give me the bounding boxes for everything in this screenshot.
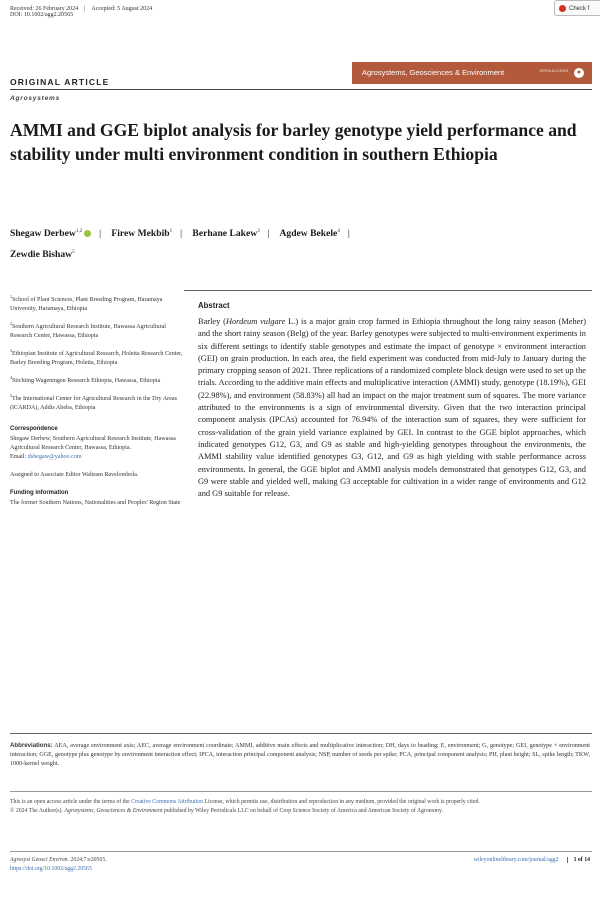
- journal-name: Agrosystems, Geosciences & Environment: [362, 68, 505, 77]
- author-4[interactable]: Agdew Bekele$^4$: [279, 228, 340, 240]
- affiliation-3: $^3$Ethiopian Institute of Agricultural Research, Holetta Research Center, Barley Breeding Program, Holetta, Ethiopia: [10, 348, 183, 367]
- footer-divider: [10, 851, 592, 852]
- abbreviations: Abbreviations: AEA, average environment axis; AEC, average environment coordinate; AMMI, additive main effects and multiplicative interaction; DH, days to heading; E, environment; G, genotype; GEI, genotype × environment interaction; GGE, genotype plus genotype by environment interaction effect; IPCA, interaction principal component analysis; NSP, number of seeds per spike; PCA, principal component analysis; PH, plant height; SL, spike length; TKW, 1000-kernel weight.: [10, 742, 590, 767]
- abbreviations-divider: [10, 733, 592, 734]
- article-dates: Received: 26 February 2024 | Accepted: 5 August 2024 DOI: 10.1002/agg2.20565: [10, 6, 158, 18]
- license-notice: This is an open access article under the terms of the Creative Commons Attribution License, which permits use, distribution and reproduction in any medium, provided the original work is properly cited. © 2024 The Author(s). Agrosystems, Geosciences & Environment published by Wiley Periodicals LLC on behalf of Crop Science Society of America and American Society of Agronomy.: [10, 799, 480, 814]
- open-access-label: OPEN ACCESS: [539, 68, 568, 73]
- footer-right: [474, 856, 590, 865]
- affiliations-column: [10, 292, 188, 513]
- article-type: ORIGINAL ARTICLE: [10, 77, 110, 87]
- associate-editor: Assigned to Associate Editor Waltram Ravelombola.: [10, 472, 139, 479]
- received-date: Received: 26 February 2024: [10, 6, 79, 12]
- crossmark-icon: [559, 5, 566, 12]
- author-5[interactable]: Zewdie Bishaw$^5$: [10, 249, 75, 261]
- funding-text: The former Southern Nations, Nationalities and Peoples' Region State: [10, 500, 181, 507]
- affiliation-2: $^2$Southern Agricultural Research Institute, Hawassa Agricultural Research Center, Hawassa, Ethiopia: [10, 321, 166, 340]
- doi-link[interactable]: https://doi.org/10.1002/agg2.20565: [10, 866, 92, 872]
- license-divider: [10, 791, 592, 792]
- author-list: Shegaw Derbew$^{1,2}$ | Firew Mekbib$^1$ | Berhane Lakew$^3$ | Agdew Bekele$^4$ | Zewdie Bishaw$^5$: [10, 228, 350, 261]
- abstract-heading: Abstract: [198, 301, 230, 310]
- abstract-text: Barley (Hordeum vulgare L.) is a major grain crop farmed in Ethiopia throughout the long rainy season (Meher) and the short rainy season (Belg) of the year. Barley genotypes were subjected to multi-environment experiments in six different settings to identify stable genotypes and estimate the impact of genotype × environment interaction (GEI) on grain production. In each area, the field experiment was conducted from mid-July to January during the primary cropping season of 2021. Three replications of a randomized complete block design were used to set up the trials. According to the additive main effects and multiplicative interaction (AMMI) study, genotype (18.19%), GEI (22.98%), and environment (58.83%) all had an impact on the major treatment sum of squares. The more variance attributed to the environments is a sign of environmental diversity. Given that the two interaction principal component analysis (IPCAs) accounted for 76.94% of the interaction sum of squares, they were sufficient for cross-validation of the grain yield variance explained by GEI. In contrast to the GGE biplot approaches, which indicated genotypes G12, G3, and G9 as stable and high-yielding genotypes throughout the environments, the AMMI stability value identified genotypes G3, G12, and G9 as high yielding with stable performance across environments. In general, the GGE biplot and AMMI analysis models demonstrated that genotypes G12, G3, and G9 were stable and yielded well, making G3 acceptable for cultivation in a wider range of environments and G12 and G9 suitable for release.: [198, 317, 587, 499]
- correspondence-text: Shegaw Derbew, Southern Agricultural Research Institute, Hawassa Agricultural Research Center, Hawassa, Ethiopia. Email: dshegaw@yahoo.com: [10, 436, 176, 461]
- affiliation-4: $^4$Stichting Wageningen Research Ethiopia, Hawassa, Ethiopia: [10, 375, 161, 385]
- check-updates-button[interactable]: [554, 0, 600, 16]
- cc-license-link[interactable]: Creative Commons Attribution: [131, 799, 204, 805]
- header-divider: [10, 89, 592, 90]
- journal-site-link[interactable]: wileyonlinelibrary.com/journal/agg2: [473, 857, 559, 863]
- footer-citation: Agrosyst Geosci Environ. 2024;7:e20565. https://doi.org/10.1002/agg2.20565: [10, 857, 107, 872]
- open-access-icon: ●: [574, 68, 584, 78]
- journal-banner[interactable]: [352, 62, 592, 84]
- check-updates-label: Check f: [569, 6, 590, 12]
- page-number: 1 of 14: [567, 857, 590, 863]
- accepted-date: Accepted: 5 August 2024: [91, 6, 153, 12]
- affiliation-5: $^5$The International Center for Agricultural Research in the Dry Areas (ICARDA), Addis Abeba, Ethiopia: [10, 393, 177, 412]
- article-title: AMMI and GGE biplot analysis for barley genotype yield performance and stability under multi environment condition in southern Ethiopia: [10, 120, 577, 164]
- correspondence-heading: Correspondence: [10, 426, 58, 433]
- funding-heading: Funding information: [10, 490, 69, 497]
- author-2[interactable]: Firew Mekbib$^1$: [111, 228, 173, 240]
- doi-line: DOI: 10.1002/agg2.20565: [10, 12, 74, 18]
- correspondence-email-link[interactable]: dshegaw@yahoo.com: [27, 454, 82, 461]
- author-1[interactable]: Shegaw Derbew$^{1,2}$: [10, 228, 83, 240]
- affiliation-1: $^1$School of Plant Sciences, Plant Breeding Program, Haramaya University, Haramaya, Ethiopia: [10, 294, 163, 313]
- orcid-icon[interactable]: [84, 230, 91, 237]
- subject-category: Agrosystems: [10, 95, 60, 102]
- author-3[interactable]: Berhane Lakew$^3$: [192, 228, 260, 240]
